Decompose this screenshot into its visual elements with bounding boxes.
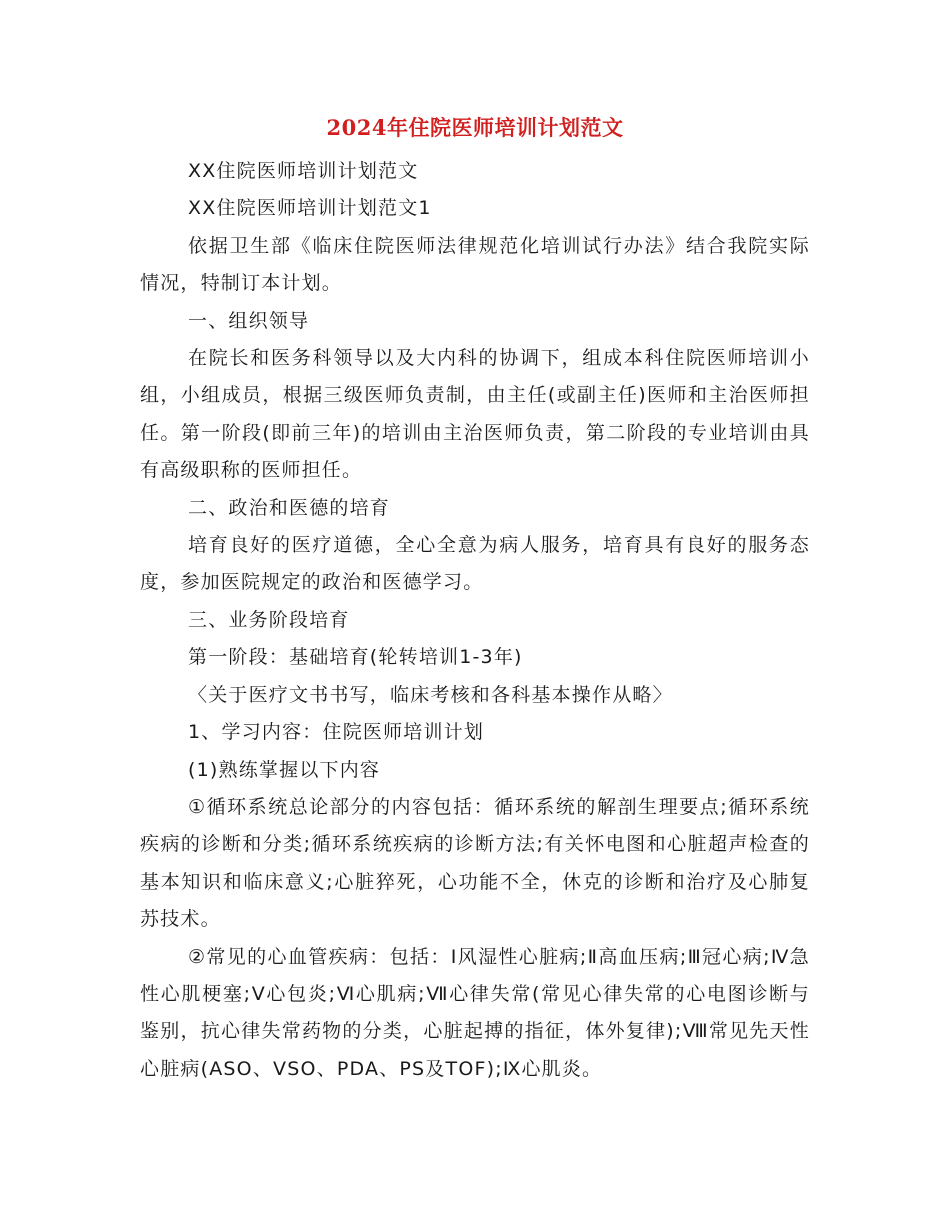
section-heading-organization: 一、组织领导 <box>188 309 310 332</box>
paragraph-subtitle-1: XX住院医师培训计划范文1 <box>188 197 432 220</box>
paragraph-ethics: 培育良好的医疗道德，全心全意为病人服务，培育具有良好的服务态度，参加医院规定的政治和医德学习。 <box>140 534 810 594</box>
paragraph-master-items: (1)熟练掌握以下内容 <box>188 758 381 781</box>
paragraph-note: 〈关于医疗文书书写，临床考核和各科基本操作从略〉 <box>188 683 673 706</box>
section-heading-business: 三、业务阶段培育 <box>188 608 350 631</box>
paragraph-organization: 在院长和医务科领导以及大内科的协调下，组成本科住院医师培训小组，小组成员，根据三级医师负责制，由主任(或副主任)医师和主治医师担任。第一阶段(即前三年)的培训由主治医师负责，第二阶段的专业培训由具有高级职称的医师担任。 <box>140 347 810 482</box>
paragraph-cardiovascular: ②常见的心血管疾病：包括：Ⅰ风湿性心脏病;Ⅱ高血压病;Ⅲ冠心病;Ⅳ急性心肌梗塞;Ⅴ心包炎;Ⅵ心肌病;Ⅶ心律失常(常见心律失常的心电图诊断与鉴别，抗心律失常药物的分类，心脏起搏的指征，体外复律);Ⅷ常见先天性心脏病(ASO、VSO、PDA、PS及TOF);Ⅸ心肌炎。 <box>140 945 810 1080</box>
document-body <box>140 153 810 1088</box>
section-heading-ethics: 二、政治和医德的培育 <box>188 496 391 519</box>
paragraph-intro: 依据卫生部《临床住院医师法律规范化培训试行办法》结合我院实际情况，特制订本计划。 <box>140 234 810 295</box>
paragraph-learning-content: 1、学习内容：住院医师培训计划 <box>188 721 485 744</box>
paragraph-stage-one: 第一阶段：基础培育(轮转培训1-3年) <box>188 646 523 669</box>
document-title: 2024年住院医师培训计划范文 <box>326 115 624 140</box>
paragraph-subtitle: XX住院医师培训计划范文 <box>188 160 419 182</box>
paragraph-circulatory: ①循环系统总论部分的内容包括：循环系统的解剖生理要点;循环系统疾病的诊断和分类;循环系统疾病的诊断方法;有关怀电图和心脏超声检查的基本知识和临床意义;心脏猝死，心功能不全，休克的诊断和治疗及心肺复苏技术。 <box>140 795 810 931</box>
